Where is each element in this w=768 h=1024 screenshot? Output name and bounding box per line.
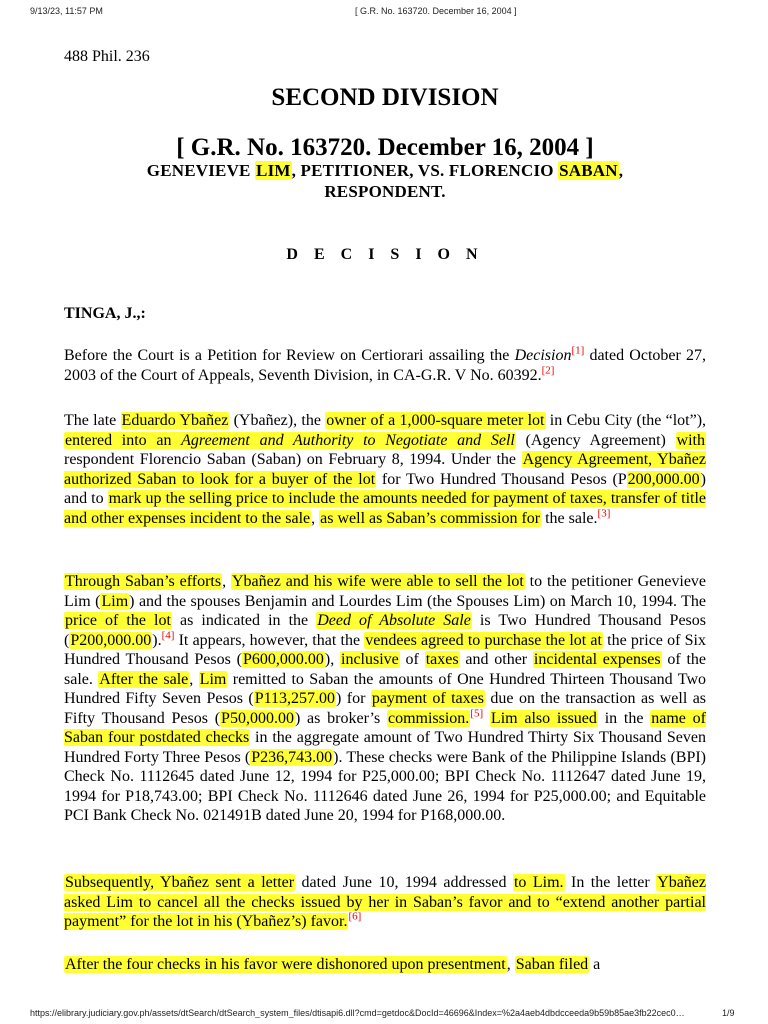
case-number-heading: [ G.R. No. 163720. December 16, 2004 ] [176, 134, 594, 161]
highlight: Through Saban’s efforts [65, 573, 222, 590]
parties-text: , [618, 161, 624, 180]
highlight: After the sale [99, 670, 189, 688]
text: In the letter [564, 874, 657, 891]
text: remitted to Saban the amounts of One Hundred Thirteen Thousand Two Hundred Fifty Seven Pesos ( [64, 670, 707, 707]
text: ) and the spouses Benjamin and Lourdes Lim (the Spouses Lim) on March 10, 1994. The [129, 592, 706, 610]
footnote-link[interactable]: [3] [597, 507, 611, 520]
highlight: P236,743.00 [251, 748, 333, 766]
text: is Two Hundred Thousand Pesos ( [64, 612, 707, 649]
text: ). These checks were Bank of the Philippine Islands (BPI) Check No. 1112645 dated June 12, 1994 for P25,000.00; BPI Check No. 1112647 dated June 19, 1994 for P18,743.00; BPI Check No. 1112646 dated June 26, 1994 for P25,000.00; and Equitable PCI Bank Check No. 021491B dated June 20, 1994 for P168,000.00. [64, 748, 707, 824]
text: and other [459, 651, 533, 668]
decision-heading: D E C I S I O N [286, 246, 484, 263]
highlight: Ybañez asked Lim to cancel all the checks issued by her in Saban’s favor and to “extend another partial payment” for the lot in his (Ybañez’s) favor. [64, 874, 706, 930]
text: (Ybañez), the [229, 412, 326, 429]
footnote-link[interactable]: [4] [161, 629, 175, 642]
highlight: mark up the selling price to include the amounts needed for payment of taxes, transfer of title and other expenses incident to the sale [64, 490, 707, 527]
text: dated June 10, 1994 addressed [295, 874, 513, 891]
division-heading: SECOND DIVISION [271, 84, 499, 111]
text: ) and to [64, 470, 706, 507]
text: as indicated in the [171, 612, 317, 629]
text: ) as broker’s [294, 709, 387, 727]
parties-text: , PETITIONER, VS. FLORENCIO [291, 161, 559, 180]
parties-heading [64, 160, 706, 202]
paragraph-3 [64, 572, 706, 826]
highlight: Lim [101, 592, 129, 610]
footnote-link[interactable]: [5] [470, 707, 484, 720]
paragraph-4 [64, 873, 706, 932]
highlight-italic: Deed of Absolute Sale [317, 612, 471, 629]
print-url: https://elibrary.judiciary.gov.ph/assets/dtSearch/dtSearch_system_files/dtisapi6.dll?cmd=getdoc&DocId=46696&Index=%2a4aeb4dbdcceeda9b59b85ae3fb22cec0… [30, 1008, 685, 1018]
highlight-text: entered into an [65, 431, 182, 449]
highlight: LIM [256, 161, 291, 180]
highlight: price of the lot [65, 612, 171, 629]
text: The late [64, 412, 121, 429]
ponente: TINGA, J.,: [64, 305, 146, 322]
text-italic: Decision [514, 347, 572, 364]
text: , [506, 956, 515, 973]
paragraph-2 [64, 411, 706, 528]
text: in the aggregate amount of Two Hundred Thirty Six Thousand Seven Hundred Forty Three Pesos ( [64, 729, 706, 766]
highlight: P600,000.00 [242, 651, 324, 668]
text: It appears, however, that the [174, 631, 365, 649]
parties-text: RESPONDENT. [324, 182, 446, 201]
text: of [399, 651, 425, 668]
text: (Agency Agreement) [515, 431, 676, 449]
text: ) for [336, 690, 371, 707]
highlight: 200,000.00 [627, 470, 700, 488]
highlight: Ybañez and his wife were able to sell the lot [232, 573, 524, 590]
text: in the [597, 709, 651, 727]
citation: 488 Phil. 236 [64, 48, 150, 65]
page-number: 1/9 [722, 1008, 735, 1018]
print-title: [ G.R. No. 163720. December 16, 2004 ] [355, 6, 517, 16]
highlight-italic: Agreement and Authority to Negotiate and Sell [181, 431, 515, 449]
highlight: Subsequently, Ybañez sent a letter [65, 874, 295, 891]
text: to the petitioner Genevieve Lim ( [64, 573, 707, 610]
highlight: Eduardo Ybañez [121, 412, 229, 429]
text: Before the Court is a Petition for Review on Certiorari assailing the [64, 347, 515, 364]
print-datetime: 9/13/23, 11:57 PM [30, 6, 103, 16]
highlight: taxes [425, 651, 459, 668]
highlight: Lim also issued [490, 709, 597, 727]
text: a [589, 956, 601, 973]
highlight [64, 432, 516, 449]
paragraph-5 [64, 955, 706, 975]
highlight: Lim [199, 670, 227, 688]
text: due on the transaction as well as Fifty Thousand Pesos ( [64, 690, 707, 727]
text: ). [152, 631, 162, 649]
highlight: inclusive [341, 651, 399, 668]
text: dated October 27, 2003 of the Court of Appeals, Seventh Division, in CA-G.R. V No. 60392. [64, 347, 706, 384]
highlight [316, 612, 472, 629]
text: respondent Florencio Saban (Saban) on February 8, 1994. Under the [64, 451, 522, 468]
highlight: name of Saban four postdated checks [64, 709, 707, 746]
highlight: SABAN [559, 161, 618, 180]
text: , [222, 573, 231, 590]
highlight: P50,000.00 [221, 709, 294, 727]
highlight: P200,000.00 [70, 631, 152, 649]
text [483, 710, 490, 727]
highlight: with [676, 431, 705, 449]
highlight: vendees agreed to purchase the lot at [365, 631, 602, 649]
footnote-link[interactable]: [1] [571, 344, 585, 357]
text: , [311, 509, 320, 527]
highlight: incidental expenses [533, 651, 661, 668]
text: in Cebu City (the “lot”), [545, 412, 707, 429]
highlight: payment of taxes [371, 690, 484, 707]
highlight: Saban filed [515, 956, 589, 973]
highlight: Agency Agreement, Ybañez authorized Saban to look for a buyer of the lot [64, 451, 707, 488]
text: ), [324, 651, 340, 668]
highlight: commission. [387, 709, 470, 727]
highlight: as well as Saban’s commission for [320, 509, 541, 527]
text: , [189, 670, 199, 688]
footnote-link[interactable]: [6] [348, 910, 362, 923]
highlight: After the four checks in his favor were dishonored upon presentment [65, 956, 506, 973]
text: for Two Hundred Thousand Pesos (P [376, 470, 627, 488]
highlight: owner of a 1,000-square meter lot [326, 412, 545, 429]
paragraph-1 [64, 346, 706, 385]
parties-text: GENEVIEVE [146, 161, 256, 180]
text: of the sale. [64, 651, 707, 688]
highlight: P113,257.00 [254, 690, 335, 707]
highlight: to Lim. [513, 874, 564, 891]
text: the sale. [541, 509, 598, 527]
footnote-link[interactable]: [2] [541, 364, 555, 377]
text: the price of Six Hundred Thousand Pesos ( [64, 631, 706, 668]
